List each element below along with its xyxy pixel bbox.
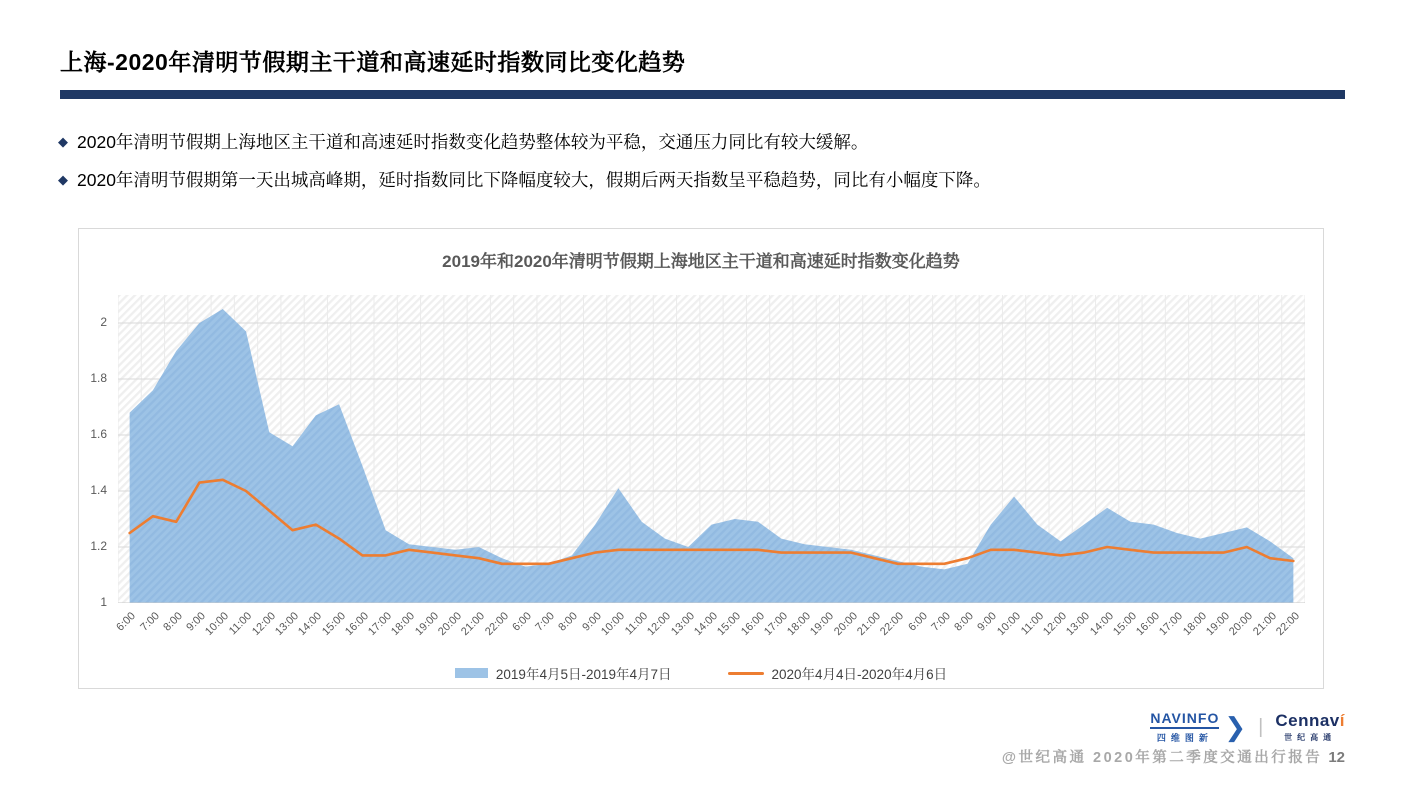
x-axis — [114, 603, 1305, 655]
bullet-text: 2020年清明节假期第一天出城高峰期，延时指数同比下降幅度较大，假期后两天指数呈平稳趋势，同比有小幅度下降。 — [77, 170, 991, 190]
summary-bullets — [58, 131, 991, 207]
x-axis-tick-label: 10:00 — [994, 610, 1023, 638]
x-axis-tick-label: 22:00 — [482, 610, 511, 638]
diamond-bullet-icon: ◆ — [58, 172, 68, 187]
footer-caption — [1002, 746, 1345, 767]
bullet-item — [58, 169, 991, 191]
chart-title: 2019年和2020年清明节假期上海地区主干道和高速延时指数变化趋势 — [442, 252, 960, 271]
legend-label: 2020年4月4日-2020年4月6日 — [771, 667, 948, 682]
x-axis-tick-label: 8:00 — [952, 610, 977, 634]
x-axis-tick-label: 15:00 — [715, 610, 744, 638]
x-axis-tick-label: 11:00 — [227, 610, 255, 638]
page-title: 上海-2020年清明节假期主干道和高速延时指数同比变化趋势 — [60, 49, 686, 75]
x-axis-tick-label: 22:00 — [878, 610, 907, 638]
legend-area-swatch — [455, 668, 488, 678]
cennavi-chinese-label: 世纪高通 — [1284, 733, 1337, 742]
x-axis-tick-label: 16:00 — [1134, 610, 1163, 638]
y-axis-tick-label: 1.2 — [90, 539, 107, 553]
x-axis-tick-label: 14:00 — [692, 610, 720, 638]
y-axis-tick-label: 1.6 — [90, 427, 107, 441]
x-axis-tick-label: 8:00 — [556, 610, 581, 634]
x-axis-tick-label: 7:00 — [533, 610, 558, 634]
page-number: 12 — [1328, 749, 1345, 766]
x-axis-tick-label: 13:00 — [668, 610, 697, 638]
cennavi-logo — [1275, 711, 1345, 743]
x-axis-tick-label: 13:00 — [1064, 610, 1093, 638]
legend-item — [455, 663, 672, 683]
x-axis-tick-label: 17:00 — [761, 610, 790, 638]
x-axis-tick-label: 18:00 — [785, 610, 814, 638]
x-axis-tick-label: 18:00 — [1180, 610, 1209, 638]
x-axis-tick-label: 14:00 — [1087, 610, 1116, 638]
cennavi-wordmark: Cennaví — [1275, 711, 1345, 730]
delay-index-chart — [118, 295, 1305, 603]
x-axis-tick-label: 11:00 — [622, 610, 651, 638]
x-axis-tick-label: 9:00 — [184, 610, 208, 634]
bullet-item — [58, 131, 991, 153]
x-axis-tick-label: 20:00 — [1227, 610, 1256, 638]
navinfo-chinese-label: 四维图新 — [1156, 733, 1213, 743]
y-axis-tick-label: 2 — [100, 315, 107, 329]
x-axis-tick-label: 10:00 — [203, 610, 232, 638]
chart-panel — [78, 228, 1324, 689]
footer-caption-text: @世纪高通 2020年第二季度交通出行报告 — [1001, 750, 1323, 766]
x-axis-tick-label: 6:00 — [905, 610, 930, 634]
x-axis-tick-label: 19:00 — [412, 610, 441, 638]
x-axis-tick-label: 20:00 — [831, 610, 860, 638]
x-axis-tick-label: 14:00 — [296, 610, 325, 638]
cennavi-accent: í — [1339, 711, 1345, 730]
x-axis-tick-label: 7:00 — [929, 610, 953, 634]
x-axis-tick-label: 20:00 — [436, 610, 464, 638]
x-axis-tick-label: 12:00 — [249, 610, 278, 638]
x-axis-tick-label: 6:00 — [510, 610, 534, 634]
x-axis-tick-label: 19:00 — [808, 610, 837, 638]
navinfo-logo — [1150, 710, 1219, 744]
chart-legend — [79, 663, 1323, 683]
footer-logos — [1150, 710, 1345, 744]
legend-label: 2019年4月5日-2019年4月7日 — [495, 667, 672, 682]
x-axis-tick-label: 21:00 — [1250, 610, 1279, 638]
x-axis-tick-label: 6:00 — [114, 610, 139, 634]
x-axis-tick-label: 12:00 — [645, 610, 674, 638]
x-axis-tick-label: 17:00 — [1157, 610, 1186, 638]
x-axis-tick-label: 16:00 — [342, 610, 371, 638]
x-axis-tick-label: 11:00 — [1018, 610, 1046, 638]
x-axis-tick-label: 10:00 — [598, 610, 627, 638]
logo-divider: | — [1258, 715, 1264, 738]
navinfo-chevron-icon: ❯ — [1224, 712, 1247, 742]
x-axis-tick-label: 12:00 — [1041, 610, 1070, 638]
x-axis-tick-label: 22:00 — [1273, 610, 1302, 638]
x-axis-tick-label: 21:00 — [854, 610, 883, 638]
legend-line-swatch — [728, 672, 764, 675]
title-underline-bar — [60, 90, 1345, 99]
x-axis-tick-label: 9:00 — [579, 610, 604, 634]
x-axis-tick-label: 15:00 — [319, 610, 348, 638]
x-axis-tick-label: 17:00 — [366, 610, 395, 638]
x-axis-tick-label: 13:00 — [273, 610, 302, 638]
legend-item — [728, 663, 948, 683]
y-axis-tick-label: 1.8 — [90, 371, 107, 385]
navinfo-wordmark: NAVINFO — [1150, 710, 1219, 729]
plot-area — [118, 295, 1305, 603]
x-axis-tick-label: 18:00 — [389, 610, 418, 638]
bullet-text: 2020年清明节假期上海地区主干道和高速延时指数变化趋势整体较为平稳，交通压力同比有较大缓解。 — [77, 132, 869, 152]
x-axis-tick-label: 8:00 — [161, 610, 185, 634]
y-axis-tick-label: 1.4 — [90, 483, 107, 497]
x-axis-tick-label: 16:00 — [738, 610, 767, 638]
y-axis-tick-label: 1 — [100, 595, 107, 609]
x-axis-tick-label: 15:00 — [1110, 610, 1139, 638]
x-axis-tick-label: 19:00 — [1204, 610, 1233, 638]
x-axis-tick-label: 21:00 — [459, 610, 488, 638]
x-axis-tick-label: 7:00 — [137, 610, 162, 634]
y-axis — [79, 295, 111, 609]
x-axis-tick-label: 9:00 — [975, 610, 1000, 634]
diamond-bullet-icon: ◆ — [58, 134, 68, 149]
